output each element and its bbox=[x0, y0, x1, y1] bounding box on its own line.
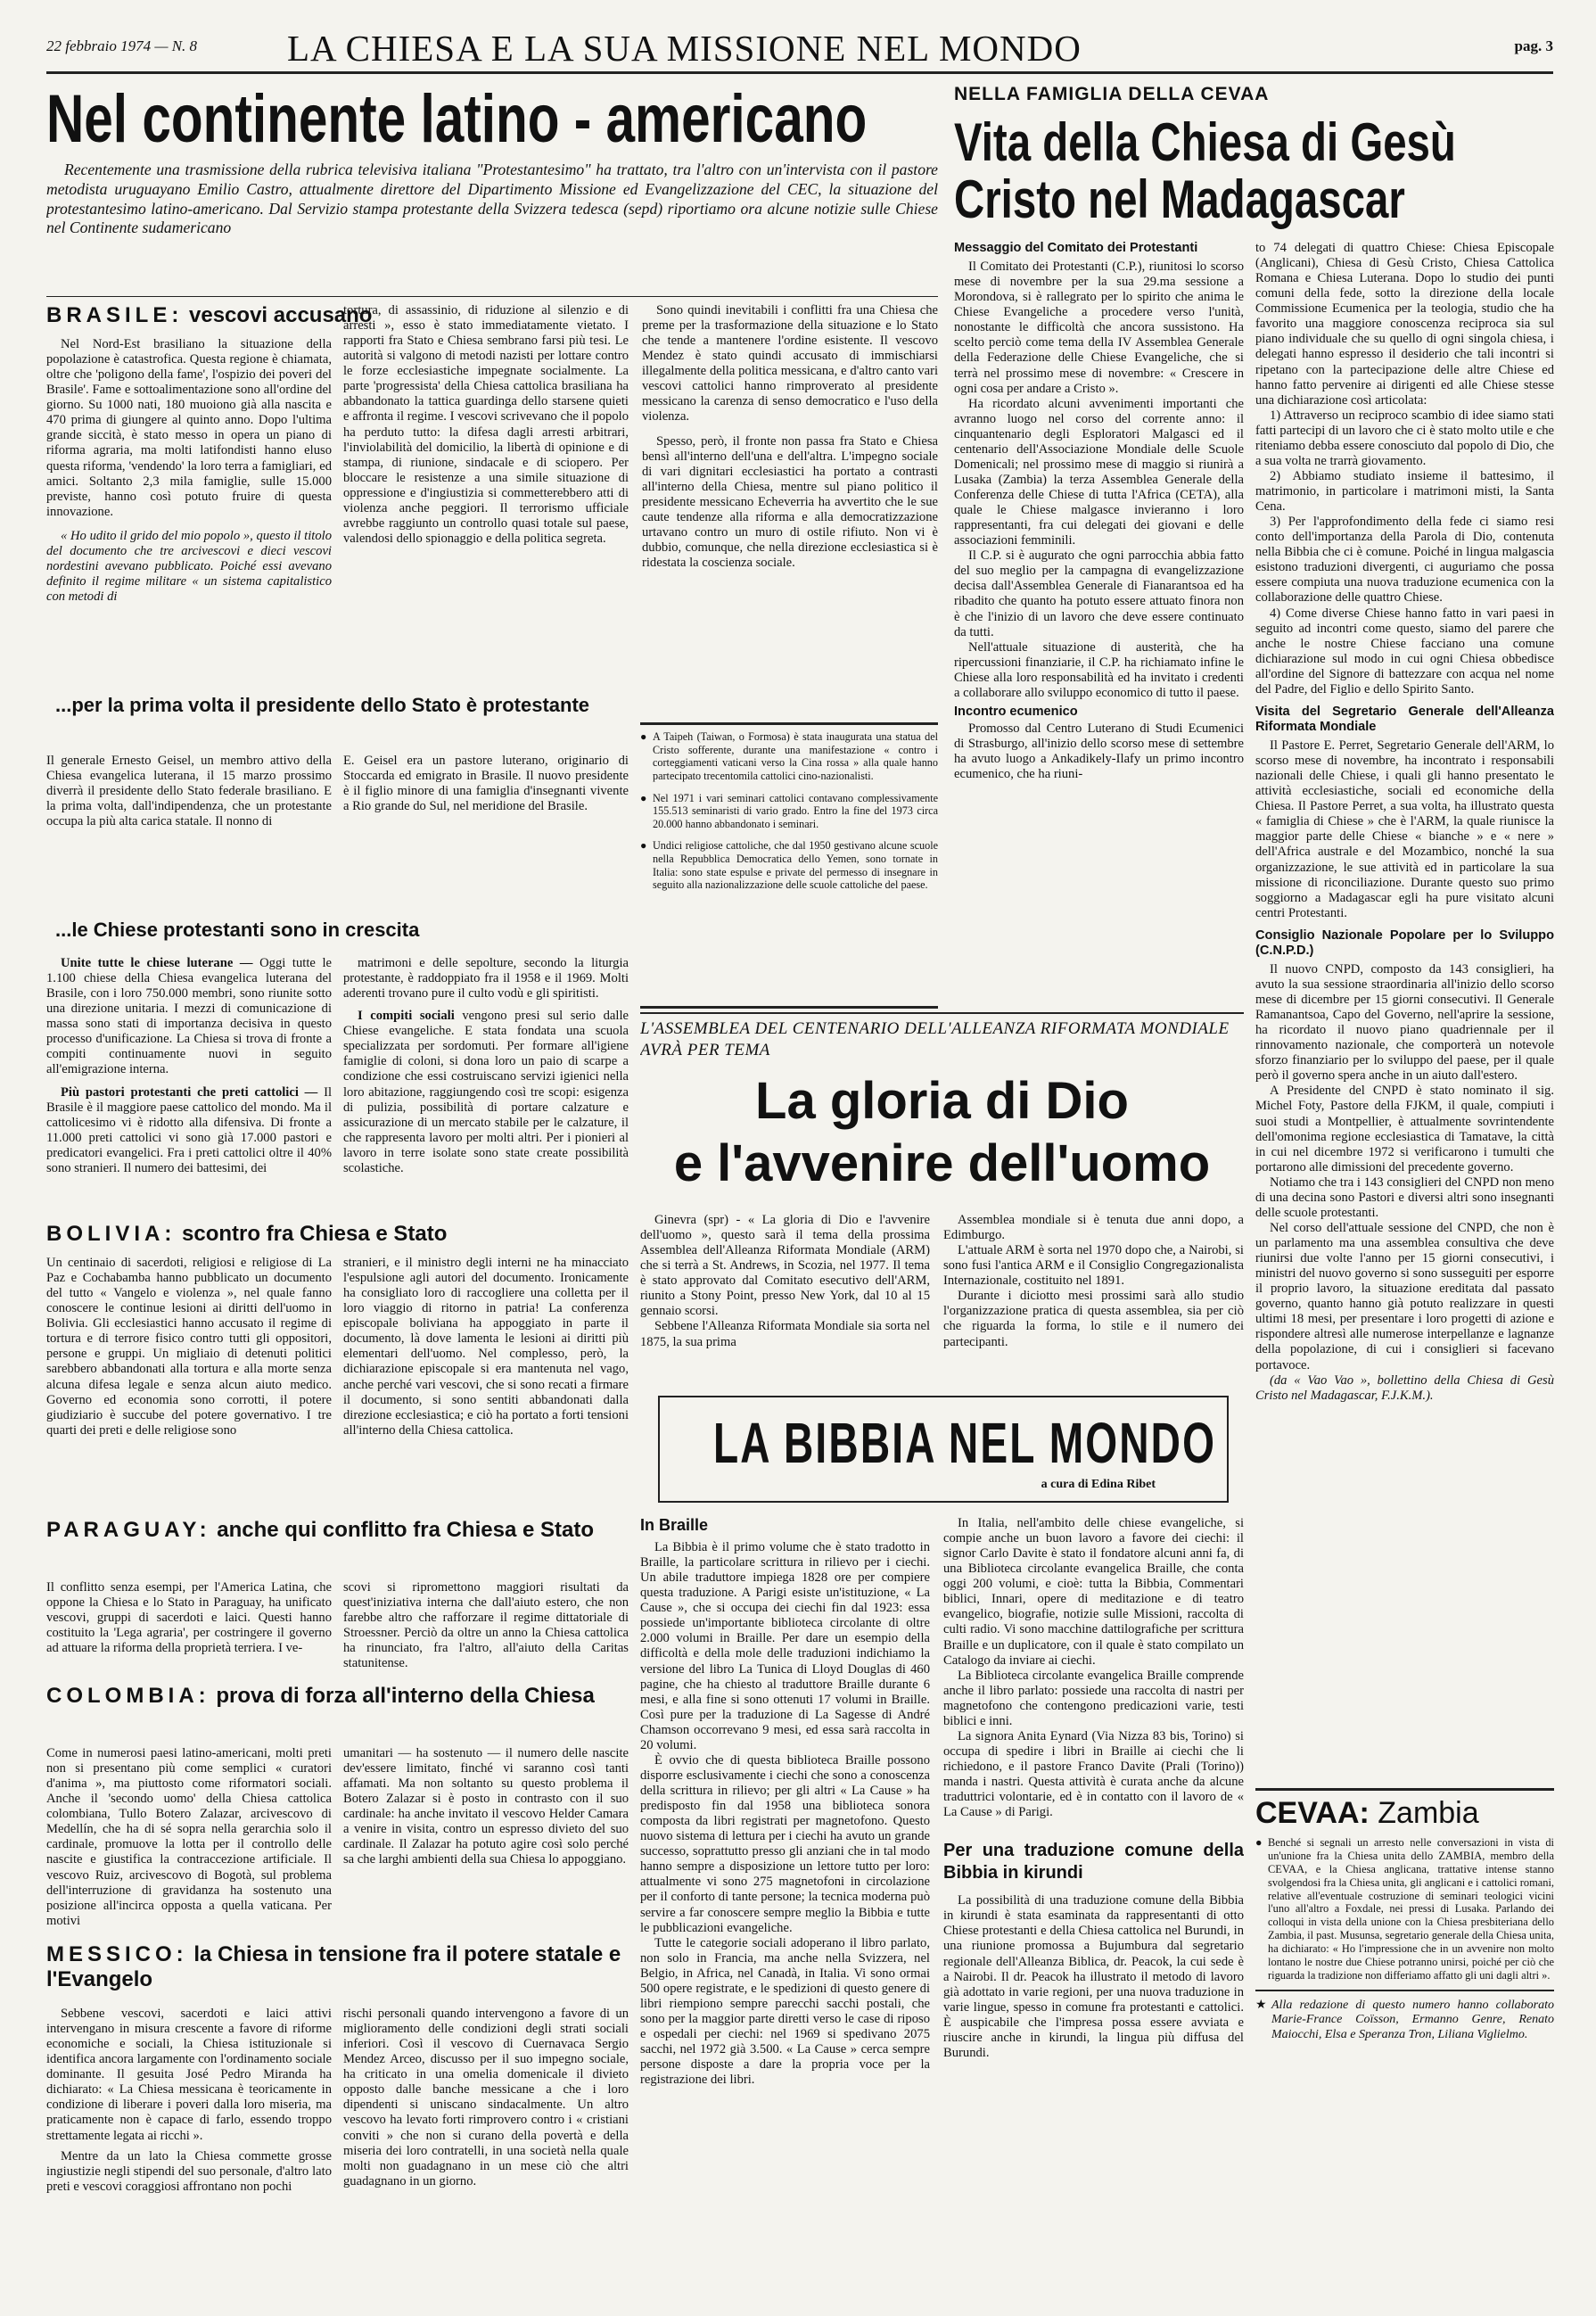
crescita-col2: matrimoni e delle sepolture, secondo la liturgia protestante, è raddoppiato fra il 1958 e il 1969. Molti aderenti trovano pure il culto vodù e gli spiritisti. I compiti sociali vengono presi sul serio dalle Chiese evangeliche. E stata fondata una scuola specializzata per sordomuti. Per formare all'igiene famiglie di coloni, si dona loro un paio di scarpe a condizione che essi costruiscano servizi igienici nella loro abitazione, raggiungendo così tre scopi: esigenza di pulizia, possibilità di portare calzature e assicurazione di un mercato stabile per le calzature, il che rappresenta lavoro per molti altri. Per i pionieri al lavoro in terre isolate sono state create possibilità scolastiche. bbox=[343, 956, 629, 1175]
crescita-col1: Unite tutte le chiese luterane — Oggi tutte le 1.100 chiese della Chiesa evangelica luterana del Brasile, con i loro 750.000 membri, sono riunite sotto una direzione unitaria. I mezzi di comunicazione di massa sono stati di importanza decisiva in questo processo d'unificazione. La Chiesa si trova di fronte a compiti continuamente nuovi in seguito all'emigrazione interna. Più pastori protestanti che preti cattolici — Il Brasile è il maggiore paese cattolico del mondo. Ma il cattolicesimo vi è ridotto alla difensiva. Di fronte a 11.000 preti cattolici vi sono già 17.000 pastori e predicatori evangelici. Fra i preti cattolici oltre il 40% sono stranieri. Il numero dei battesimi, dei bbox=[46, 956, 332, 1175]
alleanza-headline: La gloria di Dio e l'avvenire dell'uomo bbox=[673, 1072, 1211, 1192]
bolivia-col1: Un centinaio di sacerdoti, religiosi e religiose di La Paz e Cochabamba hanno pubblicato un documento del tutto « Vangelo e violenza », nel quale fanno conoscere le continue lesioni ai diritti dell'uomo in Bolivia. Gli ecclesiastici hanno accusato il regime di tortura e di terrore fisico contro tutti gli oppositori, persone e gruppi. Un migliaio di detenuti politici sarebbero abbandonati alla tortura e alla morte senza alcuna difesa legale e senza alcun aiuto medico. Governo ed economia sono corrotti, il potere giudiziario è succube del potere governativo. I tre quarti dei preti e delle religiose sono bbox=[46, 1256, 332, 1438]
messico-col2: rischi personali quando intervengono a favore di un miglioramento delle condizioni degli strati sociali inferiori. Così il vescovo di Cuernavaca Sergio Mendez Arceo, discusso per il suo impegno sociale, ha criticato in una omelia domenicale il divieto opposto dalle banche messicane a che i loro dipendenti si uniscano sindacalmente. Un altro vescovo ha levato forti rimprovero contro i « cristiani conviti » che non si curano della povertà e della miseria dei loro contratelli, in una società nella quale molti non guadagnano in un mese ciò che altri guadagnano in un giorno. bbox=[343, 2007, 629, 2188]
briefs-bottom-rule bbox=[640, 1006, 938, 1009]
cevaa-headline: Vita della Chiesa di Gesù Cristo nel Madagascar bbox=[954, 114, 1456, 230]
latam-intro-rule bbox=[46, 296, 938, 297]
presidente-col2: E. Geisel era un pastore luterano, originario di Stoccarda ed emigrato in Brasile. Il nuovo presidente è il figlio minore di una famiglia d'insegnanti vivente a Rio grande do Sul, nel meridione del Brasile. bbox=[343, 754, 629, 814]
masthead-rule bbox=[46, 71, 1553, 74]
bolivia-heading: BOLIVIA: scontro fra Chiesa e Stato bbox=[46, 1222, 448, 1246]
alleanza-col2: Assemblea mondiale si è tenuta due anni dopo, a Edimburgo. L'attuale ARM è sorta nel 1970 dopo che, a Nairobi, si sono fusi l'antica ARM e il Consiglio Congregazionalista Internazionale, costituito nel 1891. Durante i diciotto mesi prossimi sarà allo studio l'organizzazione pratica di questa assemblea, sia per ciò che riguarda la forma, lo stile e il numero dei partecipanti. bbox=[943, 1213, 1244, 1349]
cevaa-kicker: NELLA FAMIGLIA DELLA CEVAA bbox=[954, 84, 1270, 104]
messico-heading: MESSICO: la Chiesa in tensione fra il potere statale e l'Evangelo bbox=[46, 1942, 621, 1991]
brasile-col2: tortura, di assassinio, di riduzione al silenzio e di arresti », esso è stato immediatamente vietato. I rapporti fra Stato e Chiesa sembrano farsi più tesi. Le autorità si valgono di metodi nazisti per lottare contro le forze ecclesiastiche impegnate socialmente. La parte 'progressista' della Chiesa cattolica brasiliana ha abbandonato la tattica guardinga dello starsene quieti e affronta il regime. I vescovi scrivevano che il popolo ha perduto tutto: la difesa dagli arresti arbitrari, l'inviolabilità del domicilio, la libertà di opinione e di stampa, di riunione, sindacale e di sciopero. Per bloccare le resistenze a una simile situazione di oppressione e d'ingiustizia si commetterebbero atti di violenza anche peggiori. Il terrorismo ufficiale avrebbe raggiunto un controllo quasi totale sul paese, valendosi dello spionaggio e della politica segreta. bbox=[343, 303, 629, 546]
masthead bbox=[46, 27, 1562, 71]
colombia-heading: COLOMBIA: prova di forza all'interno della Chiesa bbox=[46, 1684, 595, 1708]
presidente-heading: ...per la prima volta il presidente dello Stato è protestante bbox=[55, 694, 590, 716]
paraguay-heading: PARAGUAY: anche qui conflitto fra Chiesa e Stato bbox=[46, 1518, 594, 1542]
brasile-col1: Nel Nord-Est brasiliano la situazione della popolazione è catastrofica. Questa regione è chiamata, oltre che 'poligono della fame', l'ospizio dei poveri del Brasile'. Fame e sottoalimentazione sono all'ordine del giorno. Su 1000 nati, 180 muoiono già alla nascita e 470 prima di giungere al quinto anno. Dopo l'ultima grande siccità, è stato messo in opera un piano di riforma agraria, ma molti latifondisti hanno eluso questa riforma, 'vendendo' la loro terra a famigliari, ed amici. Soltanto 2,3 mila famiglie, sulle 15.000 previste, hanno così potuto fruire di questa innovazione. « Ho udito il grido del mio popolo », questo il titolo del documento che tre arcivescovi e dieci vescovi nordestini avevano pubblicato. Poiché essi avevano definito il regime militare « un sistema capitalistico con metodi di bbox=[46, 337, 332, 604]
colombia-col1: Come in numerosi paesi latino-americani, molti preti non si presentano più come semplici « curatori d'anima », ma piuttosto come riformatori sociali. Anche il 'secondo uomo' della Chiesa cattolica colombiana, Tullo Botero Zalazar, arcivescovo di Medellín, che ha di sé sopra nella gerarchia solo il cardinale, promuove la lotta per il controllo delle nascite e giustifica la contraccezione artificiale. Il vescovo Ruiz, arcivescovo di Bogotà, sul problema dell'interruzione di gravidanza ha sostenuto una posizione all'incirca opposta a quella vaticana. Per motivi bbox=[46, 1746, 332, 1928]
briefs-box bbox=[640, 722, 938, 1017]
masthead-title: LA CHIESA E LA SUA MISSIONE NEL MONDO bbox=[287, 28, 1082, 69]
brief-yemen: ● Undici religiose cattoliche, che dal 1950 gestivano alcune scuole nella Repubblica Democratica dello Yemen, sono tornate in Italia: sono state espulse e private del permesso di insegnare in seguito alla nazionalizzazione delle scuole cattoliche del paese. bbox=[640, 839, 938, 892]
brief-taipeh: ● A Taipeh (Taiwan, o Formosa) è stata inaugurata una statua del Cristo sofferente, durante una manifestazione « contro i corteggiamenti vaticani verso la Cina rossa » alla quale hanno partecipato trecentomila cattolici cino-nazionalisti. bbox=[640, 730, 938, 782]
alleanza-col1: Ginevra (spr) - « La gloria di Dio e l'avvenire dell'uomo », questo sarà il tema della prossima Assemblea dell'Alleanza Riformata Mondiale (ARM) che si terrà a St. Andrews, in Scozia, nel 1977. Il tema è stato approvato dal Comitato esecutivo dell'ARM, riunito a Stony Point, presso New York, dal 10 al 15 gennaio scorsi. Sebbene l'Alleanza Riformata Mondiale sia sorta nel 1875, la sua prima bbox=[640, 1213, 930, 1349]
latam-intro: Recentemente una trasmissione della rubrica televisiva italiana "Protestantesimo" ha trattato, tra l'altro con un'intervista con il pastore metodista uruguayano Emilio Castro, attualmente direttore del Dipartimento Missione ed Evangelizzazione del CEC, la situazione del protestantesimo latino-americano. Dal Servizio stampa protestante della Svizzera tedesca (sepd) riportiamo ora alcune notizie sulle Chiese nel Continente sudamericano bbox=[46, 161, 938, 237]
bibbia-col2: In Italia, nell'ambito delle chiese evangeliche, si compie anche un buon lavoro a favore dei ciechi: il signor Carlo Davite è stato il fondatore alcuni anni fa, di una Biblioteca circolante evangelica Braille, che conta oggi 200 volumi, e cioè: tutta la Bibbia, Commentari biblici, Innari, opere di meditazione e di teatro evangelico, biografie, notizie sulle Missioni, raccolta di culti radio. Vi sono macchine dattilografiche per scrittura Braille e un duplicatore, con il quale è stato compilato un Catalogo da inviare ai ciechi. La Biblioteca circolante evangelica Braille comprende anche il libro parlato: possiede una raccolta di nastri per magnetofono che contengono predicazioni varie, testi biblici e inni. La signora Anita Eynard (Via Nizza 83 bis, Torino) si occupa di spedire i libri in Braille ai ciechi che li richiedono, e il pastore Franco Davite (Prali (Torino)) manda i nastri. Questa attività è curata anche da alcune traduttrici volontarie, ed è in contatto con il lavoro de « La Cause » di Parigi. Per una traduzione comune della Bibbia in kirundi La possibilità di una traduzione comune della Bibbia in kirundi è stata esaminata da rappresentanti di otto Chiese protestanti e della Chiesa cattolica nel Burundi, in una riunione promossa a Bujumbura dal segretario regionale dell'Alleanza Biblica, dr. Peacok, la cui sede è a Nairobi. Il dr. Peacok ha illustrato il metodo di lavoro già adottato in varie regioni, per una nuova traduzione in varie lingue, spesso in comune fra protestanti e cattolici. È auspicabile che l'impresa possa essere avviata e riuscire anche in kirundi, la lingua più diffusa del Burundi. bbox=[943, 1516, 1244, 2060]
brasile-heading: BRASILE: vescovi accusano bbox=[46, 303, 373, 327]
bibbia-banner: LA BIBBIA NEL MONDO a cura di Edina Ribet bbox=[658, 1396, 1229, 1503]
bibbia-col1: In Braille La Bibbia è il primo volume che è stato tradotto in Braille, la particolare scrittura in rilievo per i ciechi. Un abile traduttore impiega 1828 ore per compiere questa traduzione. A Parigi esiste un'istituzione, « La Cause », che si occupa dei ciechi fin dal 1923: essa possiede un'importante biblioteca circolante di oltre 2.000 volumi in Braille. Per dare un esempio della difficoltà e della mole delle traduzioni indichiamo la versione del libro La Tunica di Lloyd Douglas di 460 pagine, che ha chiesto al traduttore Braille durante 6 mesi, e alla fine si sono ottenuti 17 volumi in Braille. Così pure per la traduzione di La Sagesse di André Chamson occorrevano 9 mesi, ed essa sarà raccolta in 20 volumi. È ovvio che di questa biblioteca Braille possono disporre esclusivamente i ciechi che sono a conoscenza della scrittura in rilievo; per gli altri « La Cause » ha predisposto fin dal 1958 una biblioteca sonora composta da libri registrati per magnetofono. Questo nuovo sistema di lettura per i ciechi ha avuto un grande successo, soprattutto presso gli anziani che in tal modo hanno sempre a disposizione un lettore tutto per loro: attualmente vi sono 275 magnetofoni in circolazione per il conforto di tante persone; la tecnica moderna può servire a far conoscere sempre meglio la Bibbia e tutte le pubblicazioni evangeliche. Tutte le categorie sociali adoperano il libro parlato, non solo in Francia, ma anche nella Svizzera, nel Belgio, in Africa, nel Canadà, in Italia. Vi sono ormai 500 opere registrate, e le spedizioni di questo genere di libri riempiono sempre parecchi sacchi postali, che sono per la maggior parte diretti verso le case di riposo e ospedali per ciechi: nel 1969 si spedivano 2075 sacchi, nel 1972 già 3.500. « La Cause » cerca sempre persone disposte a dare la propria voce per la registrazione dei libri. bbox=[640, 1516, 930, 2088]
star-icon: ★ bbox=[1255, 1998, 1267, 2012]
cevaa-col2: to 74 delegati di quattro Chiese: Chiesa Episcopale (Anglicani), Chiesa di Gesù Cristo, Chiesa Cattolica Romana e Chiesa Luterana. Dopo lo studio dei punti comuni della fede, sotto la direzione della locale Commissione Ecumenica per la teologia, studio che ha favorito una maggiore conoscenza reciproca sia sul piano individuale che su quello di ogni singola chiesa, i delegati hanno espresso il desiderio che tali incontri si ripetano con la partecipazione delle altre Chiese ed hanno fatto pervenire ai dirigenti ed alle Chiese stesse una dichiarazione così articolata: 1) Attraverso un reciproco scambio di idee siamo stati fatti partecipi di un lavoro che ci è stato molto utile e che riteniamo debba essere conosciuto dal popolo di Dio, che a sua volta ne trarrà giovamento. 2) Abbiamo studiato insieme il battesimo, il matrimonio, in particolare i matrimoni misti, la Santa Cena. 3) Per l'approfondimento della fede ci siamo resi conto dell'importanza della Parola di Dio, contenuta nella Bibbia che ci è comune. Poiché in lingua malgascia esistono traduzioni divergenti, ci auguriamo che possa essere compiuta una nuova traduzione ecumenica con la collaborazione delle quattro Chiese. 4) Come diverse Chiese hanno fatto in vari paesi in seguito ad incontri come questo, siamo del parere che anche le nostre Chiese facciano una comune dichiarazione sul modo in cui ogni Chiesa obbedisce all'ordine del Signore di battezzare con acqua nel nome del Padre, del Figlio e dello Spirito Santo. Visita del Segretario Generale dell'Alleanza Riformata Mondiale Il Pastore E. Perret, Segretario Generale dell'ARM, lo scorso mese di novembre, ha incontrato i responsabili nazionali delle Chiese, i quali gli hanno presentato le attività ecclesiastiche, sociali ed economiche della Chiesa. Il Pastore Perret, a sua volta, ha illustrato questa « famiglia di Chiese » che è l'ARM, la quale riunisce la maggior parte delle Chiese « bianche » e « nere » dell'Africa australe e del Mozambico, nonché la sua organizzazione, le sue attività ed in particolare la sua missione di riconciliazione. Durante questo suo primo soggiorno a Madagascar egli ha pure visitato alcuni centri Protestanti. Consiglio Nazionale Popolare per lo Sviluppo (C.N.P.D.) Il nuovo CNPD, composto da 143 consiglieri, ha avuto la sua sessione straordinaria all'inizio dello scorso mese di dicembre per 15 giorni consecutivi. Il Generale Ramanantsoa, Capo del Governo, nell'aprire la sessione, ha ricordato il nuovo piano quadriennale per il rinnovamento nazionale, che comporterà un notevole sforzo finanziario per lo sviluppo del paese, per il quale però il governo spera anche in un aiuto dall'estero. A Presidente del CNPD è stato nominato il sig. Michel Foty, Pastore della FJKM, il quale, compiuti i suoi studi a Montpellier, è attualmente sovrintendente dell'omonima regione ecclesiastica di Tamatave, la città in cui nel dicembre 1972 si verificarono i tumulti che portarono alle dimissioni del precedente governo. Notiamo che tra i 143 consiglieri del CNPD non meno di una decina sono Pastori e diversi altri sono insegnanti delle scuole protestanti. Nel corso dell'attuale sessione del CNPD, che non è un parlamento ma una assemblea consultiva che deve riunirsi due volte l'anno per 15 giorni consecutivi, i ministri del nuovo governo si sono susseguiti per esporre il proprio lavoro, la situazione ereditata dal passato governo, quanto hanno già potuto realizzare in questi ultimi 18 mesi, per presentare i loro progetti di azione e rispondere altresì alle numerose interpellanze e lagnanze della popolazione, di cui i consiglieri si facevano portavoce. (da « Vao Vao », bollettino della Chiesa di Gesù Cristo nel Madagascar, F.J.K.M.). bbox=[1255, 241, 1554, 1403]
alleanza-top-rule bbox=[640, 1012, 1244, 1014]
colombia-col2: umanitari — ha sostenuto — il numero delle nascite dev'essere limitato, finché vi saranno così tanti affamati. Ma non soltanto su questo problema il Botero Zalazar si è posto in contrasto con il suo cardinale: ha anche invitato il vescovo Helder Camara a venire in visita, contro un espresso divieto del suo cardinale. Il Zalazar ha potuto agire così solo perché sa che larghi ambienti della sua Chiesa lo appoggiano. bbox=[343, 1746, 629, 1867]
cevaa-col1: Messaggio del Comitato dei Protestanti Il Comitato dei Protestanti (C.P.), riunitosi lo scorso mese di novembre per la sua 29.ma sessione a Morondova, si è rallegrato per lo spirito che anima le Chiese Evangeliche a procedere verso l'unità, nonostante le difficoltà che ancora sussistono. Ha scelto perciò come tema della IV Assemblea Generale della Federazione delle Chiese Evangeliche, che si terrà nel prossimo mese di novembre: « Crescere in ogni cosa per andare a Cristo ». Ha ricordato alcuni avvenimenti importanti che avranno luogo nel corso del corrente anno: il cinquantenario degli Esploratori Malgasci ed il centenario dell'Associazione Mondiale delle Scuole Domenicali; nel prossimo mese di maggio si riunirà a Lusaka (Zambia) la terza Assemblea Generale della Conferenza delle Chiese di tutta l'Africa (CETA), alla quale le Chiese malgasce invieranno i loro rappresentanti, fra cui delegati dei giovani e delle associazioni femminili. Il C.P. si è augurato che ogni parrocchia abbia fatto del suo meglio per la campagna di evangelizzazione decisa dall'Assemblea Generale di Fianarantsoa ed ha ribadito che quanto ha potuto essere attuato finora non è che l'inizio di un lavoro che deve essere continuato da tutti. Nell'attuale situazione di austerità, che ha ripercussioni finanziarie, il C.P. ha richiamato infine le Chiese alla loro responsabilità ed ha invitato i credenti a collaborare allo sviluppo economico di tutto il paese. Incontro ecumenico Promosso dal Centro Luterano di Studi Ecumenici di Strasburgo, all'inizio dello scorso mese di settembre ha avuto luogo a Ankadikely-Ilafy un primo incontro ecumenico, che ha riuni- bbox=[954, 241, 1244, 782]
messico-col1: Sebbene vescovi, sacerdoti e laici attivi intervengano in misura crescente a favore di riforme economiche e sociali, la Chiesa istituzionale si identifica ancora largamente con l'ordinamento sociale dominante. Il gesuita José Pedro Miranda ha dichiarato: « La Chiesa messicana è teoricamente in condizione di liberare i poveri dalla loro miseria, ma praticamente non è capace di farlo, essendo troppo strettamente legata ai ricchi ». Mentre da un lato la Chiesa commette grosse ingiustizie negli stipendi del suo personale, d'altro lato preti e vescovi coraggiosi affrontano non pochi bbox=[46, 2007, 332, 2194]
paraguay-col2: scovi si ripromettono maggiori risultati da quest'iniziativa interna che dall'aiuto estero, che non farebbe altro che rafforzare il regime dittatoriale di Stroessner. Perciò da oltre un anno la Chiesa cattolica ha rinunciato, fra l'altro, all'aiuto della Caritas statunitense. bbox=[343, 1580, 629, 1671]
zambia-box bbox=[1255, 1788, 1554, 2252]
zambia-brief: ● Benché si segnali un arresto nelle conversazioni in vista di un'unione fra la Chiesa unita dello ZAMBIA, membro della CEVAA, e la Chiesa anglicana, trattative intense stanno svolgendosi fra la Chiesa unita, gli anglicani e i cattolici romani, relative all'eventuale costruzione di seminari teologici vicini l'uno all'altro a Foxdale, nei pressi di Lusaka. Parlando dei colloqui in vista della unione con la Chiesa presbiteriana dello Zambia, il past. Musunsa, segretario generale della Chiesa unita, ha dichiarato: « Ho l'impressione che in un avvenire non molto lontano le nostre due Chiese potranno unirsi, poiché per ciò che riguarda la tradizione non differiamo affatto gli uni dagli altri ». bbox=[1255, 1836, 1554, 1982]
alleanza-kicker: L'ASSEMBLEA DEL CENTENARIO DELL'ALLEANZA RIFORMATA MONDIALE AVRÀ PER TEMA bbox=[640, 1019, 1230, 1059]
bolivia-col2: stranieri, e il ministro degli interni ne ha minacciato l'espulsione agli autori del documento. Ironicamente ha consigliato loro di raccogliere una colletta per il loro viaggio di ritorno in patria! La conferenza episcopale boliviana ha appoggiato in parte il documento, là dove lamenta le lesioni ai diritti più elementari dell'uomo. Nel complesso, però, la dichiarazione episcopale si era mantenuta nel vago, anche perché vari vescovi, che si sono recati a firmare il documento, si sono sentiti abbandonati dalla direzione ecclesiastica; e ciò ha portato a forti tensioni all'interno della Chiesa cattolica. bbox=[343, 1256, 629, 1438]
latam-headline: Nel continente latino - americano bbox=[46, 81, 868, 157]
brasile-col3: Sono quindi inevitabili i conflitti fra una Chiesa che preme per la trasformazione della situazione e lo Stato che tende a mantenere l'ordine esistente. Il vescovo Mendez è stato quindi accusato di immischiarsi illegalmente della politica messicana, e d'altro canto vari vescovi cattolici hanno rimproverato al presidente messicano la carenza di senso democratico e l'uso della violenza. Spesso, però, il fronte non passa fra Stato e Chiesa bensì all'interno dell'una e dell'altra. L'impegno sociale di vari dignitari ecclesiastici ha portato a contrasti all'interno della Chiesa, mentre sul piano politico il presidente messicano Echeverria ha avvertito che le sue caute tendenze alla riforma e alla democratizzazione urtavano contro un muro di ostile rifiuto. Non vi è dubbio, comunque, che nella direzione ecclesiastica si è ridestata la coscienza sociale. bbox=[642, 303, 938, 570]
crescita-heading: ...le Chiese protestanti sono in crescita bbox=[55, 919, 420, 941]
issue-date: 22 febbraio 1974 — N. 8 bbox=[46, 37, 198, 54]
paraguay-col1: Il conflitto senza esempi, per l'America Latina, che oppone la Chiesa e lo Stato in Paraguay, ha unificato vescovi, gruppi di sacerdoti e laici. Questi hanno costituito la 'Lega agraria', per costringere il governo ad attuare la riforma della proprietà terriera. I ve- bbox=[46, 1580, 332, 1656]
presidente-col1: Il generale Ernesto Geisel, un membro attivo della Chiesa evangelica luterana, il 15 marzo prossimo diverrà il presidente dello Stato federale brasiliano. E la prima volta, dall'indipendenza, che un protestante occupa la più alta carica statale. Il nonno di bbox=[46, 754, 332, 829]
zambia-title: CEVAA: Zambia bbox=[1255, 1796, 1479, 1830]
credits: ★ Alla redazione di questo numero hanno collaborato Marie-France Coïsson, Ermanno Genre, Renato Maiocchi, Elsa e Speranza Tron, Liliana Viglielmo. bbox=[1255, 1998, 1554, 2042]
page-number: pag. 3 bbox=[1514, 37, 1553, 54]
zambia-divider bbox=[1255, 1990, 1554, 1991]
brief-seminari: ● Nel 1971 i vari seminari cattolici contavano complessivamente 155.513 seminaristi di vario grado. Entro la fine del 1973 circa 20.000 hanno abbandonato i seminari. bbox=[640, 791, 938, 830]
